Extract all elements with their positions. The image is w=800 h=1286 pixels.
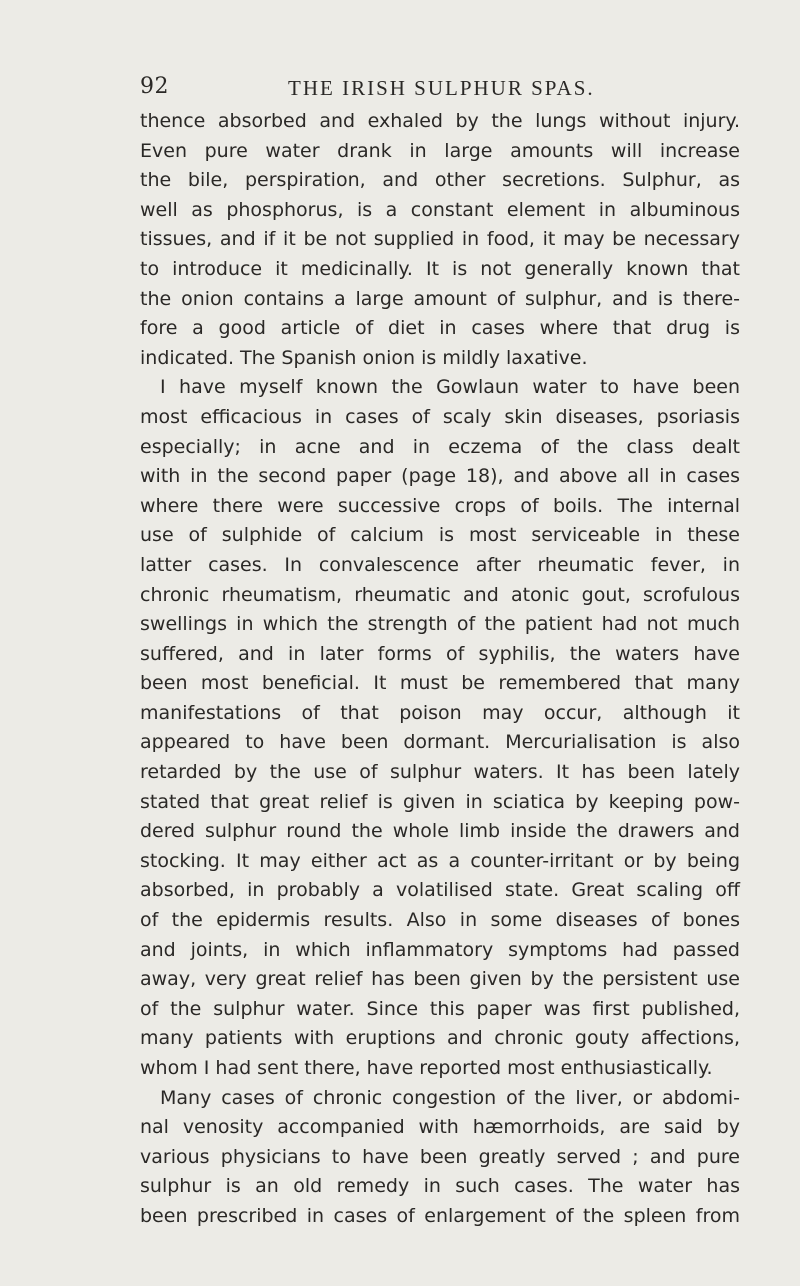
text-line: Even pure water drank in large amounts will increase [140, 139, 740, 162]
running-title: THE IRISH SULPHUR SPAS. [288, 76, 595, 100]
body-text [140, 107, 740, 1232]
text-line: whom I had sent there, have reported most enthusiastically. [140, 1057, 713, 1079]
text-line: chronic rheumatism, rheumatic and atonic gout, scrofulous [140, 583, 740, 606]
text-line: I have myself known the Gowlaun water to have been [160, 376, 740, 399]
text-line: swellings in which the strength of the patient had not much [140, 613, 740, 636]
text-line: tissues, and if it be not supplied in food, it may be necessary [140, 228, 740, 251]
text-line: stated that great relief is given in sciatica by keeping pow- [140, 790, 740, 813]
page-header [140, 74, 740, 104]
text-line: especially; in acne and in eczema of the class dealt [140, 435, 740, 458]
text-line: of the epidermis results. Also in some diseases of bones [140, 909, 740, 932]
text-line: many patients with eruptions and chronic gouty affections, [140, 1027, 740, 1050]
text-line: indicated. The Spanish onion is mildly laxative. [140, 346, 588, 369]
text-line: use of sulphide of calcium is most serviceable in these [140, 524, 740, 547]
text-line: fore a good article of diet in cases where that drug is [140, 317, 740, 340]
text-line: with in the second paper (page 18), and above all in cases [140, 465, 740, 488]
text-line: sulphur is an old remedy in such cases. The water has [140, 1175, 740, 1198]
text-line: stocking. It may either act as a counter-irritant or by being [140, 849, 740, 872]
text-line: of the sulphur water. Since this paper was first published, [140, 997, 740, 1020]
text-line: the bile, perspiration, and other secretions. Sulphur, as [140, 169, 740, 192]
text-line: the onion contains a large amount of sulphur, and is there- [140, 287, 740, 310]
text-line: and joints, in which inflammatory symptoms had passed [140, 938, 740, 961]
text-line: well as phosphorus, is a constant element in albuminous [140, 198, 740, 221]
text-line: most efficacious in cases of scaly skin diseases, psoriasis [140, 405, 740, 428]
text-line: latter cases. In convalescence after rheumatic fever, in [140, 553, 740, 576]
text-line: appeared to have been dormant. Mercurialisation is also [140, 731, 740, 754]
text-line: absorbed, in probably a volatilised state. Great scaling off [140, 879, 740, 902]
paragraph [140, 373, 740, 1083]
text-line: nal venosity accompanied with hæmorrhoids, are said by [140, 1116, 740, 1139]
text-line: manifestations of that poison may occur, although it [140, 701, 740, 724]
paragraph [140, 1084, 740, 1232]
text-line: suffered, and in later forms of syphilis, the waters have [140, 642, 740, 665]
text-line: Many cases of chronic congestion of the liver, or abdomi- [160, 1086, 740, 1109]
text-line: been prescribed in cases of enlargement of the spleen from [140, 1204, 740, 1227]
text-line: various physicians to have been greatly served ; and pure [140, 1145, 740, 1168]
text-line: to introduce it medicinally. It is not generally known that [140, 257, 740, 280]
text-line: been most beneficial. It must be remembered that many [140, 672, 740, 695]
text-line: retarded by the use of sulphur waters. It has been lately [140, 761, 740, 784]
text-line: away, very great relief has been given by the persistent use [140, 968, 740, 991]
paragraph [140, 107, 740, 373]
text-line: thence absorbed and exhaled by the lungs without injury. [140, 110, 740, 132]
text-line: where there were successive crops of boils. The internal [140, 494, 740, 517]
text-line: dered sulphur round the whole limb inside the drawers and [140, 820, 740, 843]
page-number: 92 [140, 74, 169, 99]
